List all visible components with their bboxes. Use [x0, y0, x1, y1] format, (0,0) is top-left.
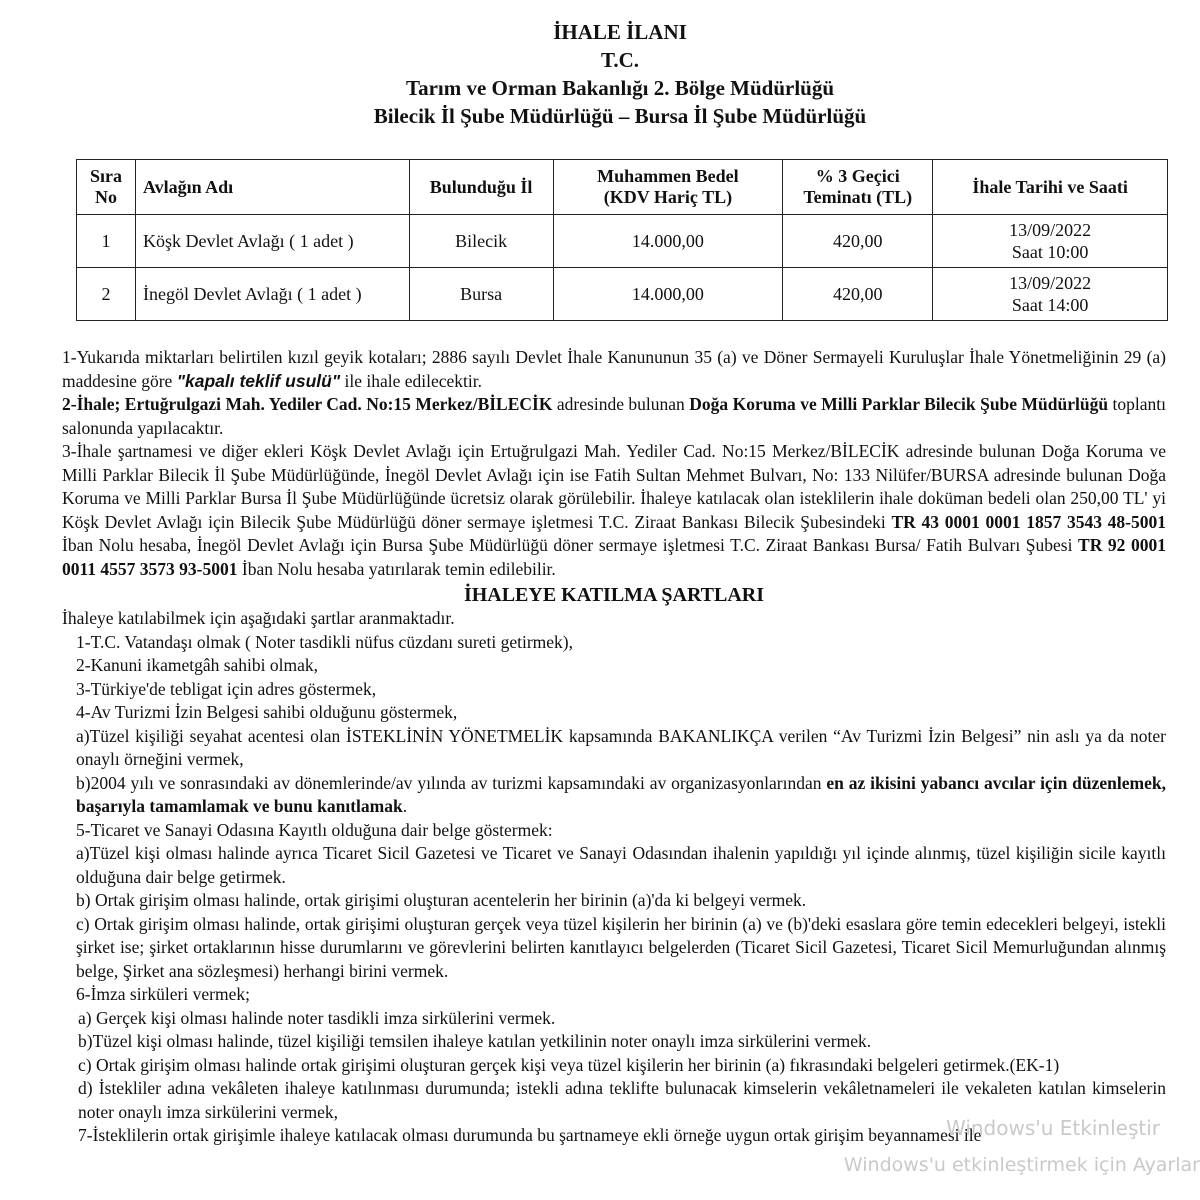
condition-subitem: c) Ortak girişim olması halinde, ortak girişimi oluşturan gerçek veya tüzel kişilerin her birinin (a) ve (b)'deki esaslara göre temin edecekleri belgeyi, istekli şirket ise; şirket ortaklarının hisse durumlarını ve görevlerini belirten kanıtlayıcı belgelerden (Ticaret Sicil Gazetesi, Ticaret Sicil Memurluğundan alınmış belge, Şirket ana sözleşmesi) herhangi birini vermek.	[76, 913, 1166, 981]
condition-item: 6-İmza sirküleri vermek;	[76, 984, 250, 1004]
condition-item: 3-Türkiye'de tebligat için adres göstermek,	[76, 678, 377, 699]
table-row	[77, 268, 1168, 321]
condition-subitem: d) İstekliler adına vekâleten ihaleye katılınması durumunda; istekli adına teklifte bulunacak kimselerin vekâletnameleri ile vekaleten katılan kimselerin noter onaylı imza sirkülerini vermek,	[78, 1078, 1166, 1122]
condition-item: 2-Kanuni ikametgâh sahibi olmak,	[76, 655, 319, 675]
cell-bedel: 14.000,00	[553, 268, 783, 321]
cell-avlak-adi: İnegöl Devlet Avlağı ( 1 adet )	[135, 268, 409, 321]
col-avlak-adi: Avlağın Adı	[135, 160, 409, 215]
paragraph-3: 3-İhale şartnamesi ve diğer ekleri Köşk Devlet Avlağı için Ertuğrulgazi Mah. Yediler Cad. No:15 Merkez/BİLECİK adresinde bulunan Doğa Koruma ve Milli Parklar Bilecik İl Şube Müdürlüğünde, İnegöl Devlet Avlağı için ise Fatih Sultan Mehmet Bulvarı, No: 133 Nilüfer/BURSA adresinde bulunan Doğa Koruma ve Milli Parklar Bursa İl Şube Müdürlüğünde ücretsiz olarak görülebilir. İhaleye katılacak olan isteklilerin ihale doküman bedeli olan 250,00 TL' yi Köşk Devlet Avlağı için Bilecik Şube Müdürlüğü döner sermaye işletmesi T.C. Ziraat Bankası Bilecik Şubesindeki TR 43 0001 0001 1857 3543 48-5001 İban Nolu hesaba, İnegöl Devlet Avlağı için Bursa Şube Müdürlüğü döner sermaye işletmesi T.C. Ziraat Bankası Bursa/ Fatih Bulvarı Şubesi TR 92 0001 0011 4557 3573 93-5001 İban Nolu hesaba yatırılarak temin edilebilir.	[62, 441, 1166, 579]
condition-item: 5-Ticaret ve Sanayi Odasına Kayıtlı olduğuna dair belge göstermek:	[76, 819, 553, 840]
cell-il: Bilecik	[409, 215, 553, 268]
paragraph-2: 2-İhale; Ertuğrulgazi Mah. Yediler Cad. No:15 Merkez/BİLECİK adresinde bulunan Doğa Koruma ve Milli Parklar Bilecik Şube Müdürlüğü toplantı salonunda yapılacaktır.	[62, 394, 1166, 438]
col-bulundugu-il: Bulunduğu İl	[409, 160, 553, 215]
activation-watermark-title: Windows'u Etkinleştir	[945, 1116, 1160, 1140]
table-header-row	[77, 160, 1168, 215]
condition-subitem: b)2004 yılı ve sonrasındaki av dönemlerinde/av yılında av turizmi kapsamındaki av organizasyonlarından en az ikisini yabancı avcılar için düzenlemek, başarıyla tamamlamak ve bunu kanıtlamak.	[76, 772, 1166, 816]
condition-subitem: b)Tüzel kişi olması halinde, tüzel kişiliği temsilen ihaleye katılan yetkilinin noter onaylı imza sirkülerini vermek.	[78, 1031, 872, 1051]
activation-watermark-text: Windows'u etkinleştirmek için Ayarlar	[843, 1154, 1200, 1176]
cell-teminat: 420,00	[783, 268, 933, 321]
cell-bedel: 14.000,00	[553, 215, 783, 268]
cell-teminat: 420,00	[783, 215, 933, 268]
paragraph-1: 1-Yukarıda miktarları belirtilen kızıl geyik kotaları; 2886 sayılı Devlet İhale Kanununun 35 (a) ve Döner Sermayeli Kuruluşlar İhale Yönetmeliğinin 29 (a) maddesine göre "kapalı teklif usulü" ile ihale edilecektir.	[62, 347, 1166, 391]
col-gecici-teminat: % 3 Geçici Teminatı (TL)	[783, 160, 933, 215]
notice-ministry: Tarım ve Orman Bakanlığı 2. Bölge Müdürlüğü	[405, 76, 835, 100]
conditions-intro: İhaleye katılabilmek için aşağıdaki şartlar aranmaktadır.	[62, 608, 455, 628]
condition-subitem: a)Tüzel kişiliği seyahat acentesi olan İSTEKLİNİN YÖNETMELİK kapsamında BAKANLIKÇA verilen “Av Turizmi İzin Belgesi” nin aslı ya da noter onaylı örneğini vermek,	[76, 725, 1166, 769]
notice-header	[0, 18, 1200, 130]
col-ihale-tarihi: İhale Tarihi ve Saati	[933, 160, 1168, 215]
col-muhammen-bedel: Muhammen Bedel (KDV Hariç TL)	[553, 160, 783, 215]
notice-title: İHALE İLANI	[553, 20, 687, 44]
cell-no: 2	[77, 268, 136, 321]
notice-body	[62, 346, 1166, 1148]
condition-item: 1-T.C. Vatandaşı olmak ( Noter tasdikli nüfus cüzdanı sureti getirmek),	[76, 631, 574, 652]
cell-no: 1	[77, 215, 136, 268]
condition-subitem: a) Gerçek kişi olması halinde noter tasdikli imza sirkülerini vermek.	[78, 1007, 556, 1028]
condition-item: 4-Av Turizmi İzin Belgesi sahibi olduğunu göstermek,	[76, 702, 458, 722]
cell-tarih-saat: 13/09/2022 Saat 10:00	[933, 215, 1168, 268]
table-row	[77, 215, 1168, 268]
condition-subitem: c) Ortak girişim olması halinde ortak girişimi oluşturan gerçek kişi veya tüzel kişilerin her birinin (a) fıkrasındaki belgeleri getirmek.(EK-1)	[78, 1054, 1060, 1075]
condition-subitem: a)Tüzel kişi olması halinde ayrıca Ticaret Sicil Gazetesi ve Ticaret ve Sanayi Odasından ihalenin yapıldığı yıl içinde alınmış, tüzel kişiliğin sicile kayıtlı olduğuna dair belge getirmek.	[76, 843, 1166, 887]
cell-il: Bursa	[409, 268, 553, 321]
notice-tc: T.C.	[600, 48, 640, 72]
tender-table	[76, 159, 1168, 321]
cell-avlak-adi: Köşk Devlet Avlağı ( 1 adet )	[135, 215, 409, 268]
col-sira-no: Sıra No	[77, 160, 136, 215]
condition-item: 7-İsteklilerin ortak girişimle ihaleye katılacak olması durumunda bu şartnameye ekli örneğe uygun ortak girişim beyannamesi ile	[78, 1125, 982, 1145]
section-title: İHALEYE KATILMA ŞARTLARI	[463, 584, 765, 606]
condition-subitem: b) Ortak girişim olması halinde, ortak girişimi oluşturan acentelerin her birinin (a)'da ki belgeyi vermek.	[76, 890, 807, 910]
notice-branches: Bilecik İl Şube Müdürlüğü – Bursa İl Şube Müdürlüğü	[373, 104, 867, 128]
cell-tarih-saat: 13/09/2022 Saat 14:00	[933, 268, 1168, 321]
